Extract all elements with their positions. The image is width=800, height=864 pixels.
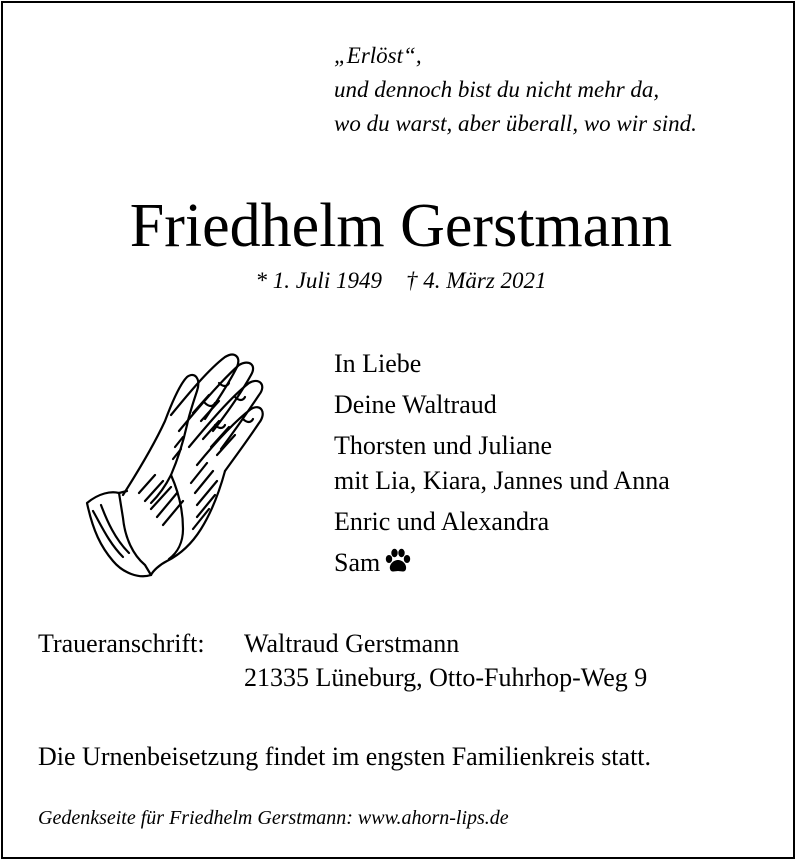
poem-line: und dennoch bist du nicht mehr da, bbox=[334, 77, 660, 102]
memorial-page-note: Gedenkseite für Friedhelm Gerstmann: www.ahorn-lips.de bbox=[38, 807, 509, 829]
address bbox=[244, 627, 647, 695]
birth-date: * 1. Juli 1949 bbox=[255, 268, 382, 293]
burial-notice: Die Urnenbeisetzung findet im engsten Familienkreis statt. bbox=[38, 742, 652, 771]
paw-icon bbox=[384, 548, 412, 574]
mourner-line: Deine Waltraud bbox=[334, 390, 497, 419]
mourner-line: mit Lia, Kiara, Jannes und Anna bbox=[334, 466, 670, 495]
life-dates bbox=[3, 266, 795, 296]
address-street: 21335 Lüneburg, Otto-Fuhrhop-Weg 9 bbox=[244, 663, 648, 692]
death-date: † 4. März 2021 bbox=[405, 268, 547, 293]
address-name: Waltraud Gerstmann bbox=[244, 629, 460, 658]
mourner-line: Enric und Alexandra bbox=[334, 507, 550, 536]
mourners bbox=[334, 346, 670, 580]
deceased-name: Friedhelm Gerstmann bbox=[129, 192, 673, 260]
obituary-frame bbox=[1, 1, 795, 859]
poem-line: wo du warst, aber überall, wo wir sind. bbox=[334, 111, 697, 136]
mourner-line: Thorsten und Juliane bbox=[334, 431, 553, 460]
praying-hands-icon bbox=[79, 343, 269, 583]
mourners-intro: In Liebe bbox=[334, 349, 422, 378]
address-label: Traueranschrift: bbox=[38, 629, 205, 658]
mourner-line-sam bbox=[334, 545, 670, 580]
poem-line: „Erlöst“, bbox=[334, 43, 422, 68]
mourner-name-sam: Sam bbox=[334, 548, 381, 577]
poem bbox=[334, 39, 697, 141]
